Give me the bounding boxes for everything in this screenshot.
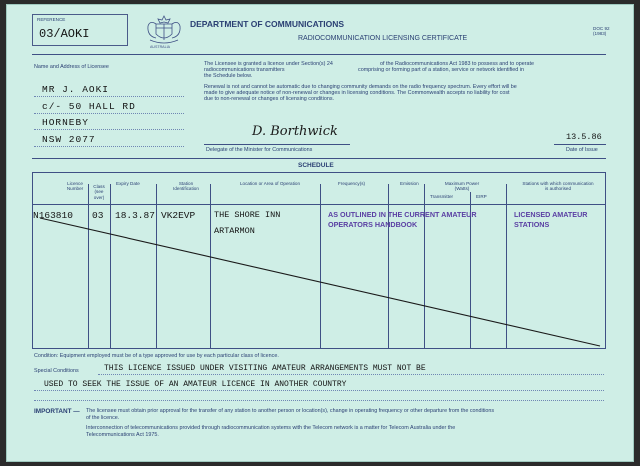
grant-line-1b: of the Radiocommunications Act 1983 to possess and to operate xyxy=(380,61,535,67)
certificate-title: RADIOCOMMUNICATION LICENSING CERTIFICATE xyxy=(298,35,468,42)
form-code: DOC 92 (1983) xyxy=(593,26,610,36)
important-line-1: The licensee must obtain prior approval for the transfer of any station to another person or location(s), change in operating frequency or other departure from the conditions xyxy=(86,408,495,414)
grant-line-1a: The Licensee is granted a licence under Section(s) 24 xyxy=(204,61,333,67)
strike-through-line xyxy=(6,4,634,462)
col-station: Station Identification xyxy=(173,181,199,192)
licensee-line-1: MR J. AOKI xyxy=(42,84,110,95)
col-stations: Stations with which communication is authorised xyxy=(522,181,594,192)
special-conditions-line xyxy=(98,374,604,375)
grant-line-2a: radiocommunications transmitters xyxy=(204,67,285,73)
renewal-line-2: made to give adequate notice of non-renewal or changes in licensing conditions. The Commonwealth accepts no liability for cost xyxy=(204,90,510,96)
important-label: IMPORTANT — xyxy=(34,408,80,415)
licensee-line-3: HORNEBY xyxy=(42,117,89,128)
col-max-power: Maximum Power (Watts) xyxy=(444,181,480,192)
date-of-issue-label: Date of Issue xyxy=(566,147,598,153)
delegate-label: Delegate of the Minister for Communications xyxy=(206,147,313,153)
reference-value: 03/AOKI xyxy=(39,27,90,41)
col-eirp: EIRP xyxy=(476,194,487,199)
important-line-2: of the licence. xyxy=(86,415,120,421)
department-title: DEPARTMENT OF COMMUNICATIONS xyxy=(190,19,345,29)
special-conditions-label: Special Conditions xyxy=(34,368,79,374)
col-class: Class (see over) xyxy=(93,184,105,200)
special-conditions-line-1: THIS LICENCE ISSUED UNDER VISITING AMATEUR ARRANGEMENTS MUST NOT BE xyxy=(104,364,426,373)
delegate-signature: D. Borthwick xyxy=(252,124,338,139)
col-location: Location or Area of Operation xyxy=(239,181,300,186)
special-conditions-line xyxy=(34,390,604,391)
grant-line-2b: comprising or forming part of a station, service or network identified in xyxy=(358,67,524,73)
special-conditions-line-2: USED TO SEEK THE ISSUE OF AN AMATEUR LICENCE IN ANOTHER COUNTRY xyxy=(44,380,347,389)
date-of-issue-value: 13.5.86 xyxy=(566,132,602,142)
col-transmitter: Transmitter xyxy=(430,194,454,199)
licensee-line-2: c/- 50 HALL RD xyxy=(42,101,136,112)
reference-label: REFERENCE xyxy=(37,17,66,22)
renewal-line-3: due to non-renewal or changes of licensing conditions. xyxy=(204,96,335,102)
entry-stations-1: LICENSED AMATEUR xyxy=(514,210,588,219)
licensee-label: Name and Address of Licensee xyxy=(34,64,109,70)
entry-frequency-2: OPERATORS HANDBOOK xyxy=(328,220,418,229)
condition-text: Condition: Equipment employed must be of a type approved for use by each particular class of licence. xyxy=(34,353,279,359)
licensee-line-4: NSW 2077 xyxy=(42,134,96,145)
crest-label: AUSTRALIA xyxy=(150,45,170,49)
important-line-3: Interconnection of telecommunications provided through radiocommunication systems with the Telecom network is a matter for Telecom Australia under the xyxy=(86,425,456,431)
entry-licence-number: N163810 xyxy=(33,210,73,221)
col-emission: Emission xyxy=(400,181,419,186)
col-expiry: Expiry Date xyxy=(116,181,140,186)
renewal-line-1: Renewal is not and cannot be automatic due to changing community demands on the radio frequency spectrum. Every effort will be xyxy=(204,84,517,90)
col-licence-number: Licence Number xyxy=(66,181,84,192)
entry-station: VK2EVP xyxy=(161,210,196,221)
entry-location-2: ARTARMON xyxy=(214,226,255,236)
entry-stations-2: STATIONS xyxy=(514,220,550,229)
licence-certificate xyxy=(6,4,634,462)
schedule-label: SCHEDULE xyxy=(298,162,334,169)
entry-location-1: THE SHORE INN xyxy=(214,210,281,220)
entry-frequency-1: AS OUTLINED IN THE CURRENT AMATEUR xyxy=(328,210,477,219)
grant-line-3: the Schedule below. xyxy=(204,73,253,79)
special-conditions-line xyxy=(34,400,604,401)
entry-expiry: 18.3.87 xyxy=(115,210,155,221)
entry-class: 03 xyxy=(92,210,104,221)
important-line-4: Telecommunications Act 1975. xyxy=(86,432,159,438)
col-frequency: Frequency(s) xyxy=(338,181,366,186)
